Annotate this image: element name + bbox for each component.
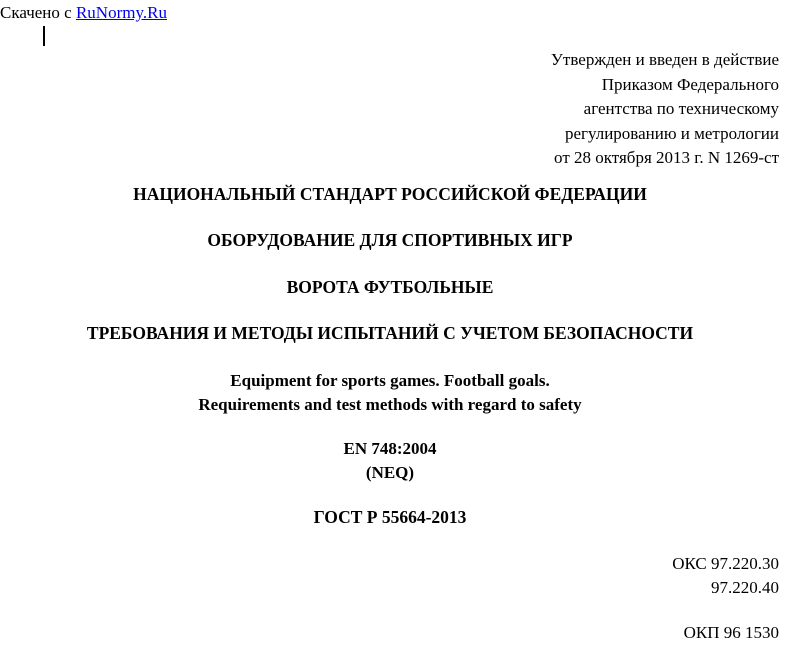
gost-number: ГОСТ Р 55664-2013 <box>313 507 467 527</box>
english-title <box>0 369 780 417</box>
okp-code: ОКП 96 1530 <box>683 623 779 642</box>
national-standard-title: НАЦИОНАЛЬНЫЙ СТАНДАРТ РОССИЙСКОЙ ФЕДЕРАЦИИ <box>133 184 647 204</box>
oks-line: ОКС 97.220.30 <box>672 554 779 573</box>
approval-line: Утвержден и введен в действие <box>550 50 779 69</box>
approval-line: от 28 октября 2013 г. N 1269-ст <box>554 148 779 167</box>
approval-line: агентства по техническому <box>583 99 779 118</box>
approval-line: Приказом Федерального <box>601 74 779 94</box>
text-cursor <box>43 26 45 46</box>
oks-line: 97.220.40 <box>711 578 779 597</box>
english-title-line2: Requirements and test methods with regard to safety <box>198 395 582 414</box>
runormy-link[interactable]: RuNormy.Ru <box>75 3 167 22</box>
oks-codes <box>672 552 779 600</box>
approval-block <box>551 48 779 171</box>
requirements-title: ТРЕБОВАНИЯ И МЕТОДЫ ИСПЫТАНИЙ С УЧЕТОМ БЕЗОПАСНОСТИ <box>86 323 694 343</box>
approval-line: регулированию и метрологии <box>564 123 779 143</box>
goals-title: ВОРОТА ФУТБОЛЬНЫЕ <box>286 277 494 297</box>
equivalence-mark: (NEQ) <box>365 463 415 482</box>
english-title-line1: Equipment for sports games. Football goals. <box>230 371 550 390</box>
equipment-title: ОБОРУДОВАНИЕ ДЛЯ СПОРТИВНЫХ ИГР <box>207 230 573 250</box>
source-prefix: Скачено с <box>0 3 76 22</box>
reference-standard <box>0 437 780 485</box>
en-standard: EN 748:2004 <box>343 439 437 458</box>
source-line <box>0 3 167 23</box>
